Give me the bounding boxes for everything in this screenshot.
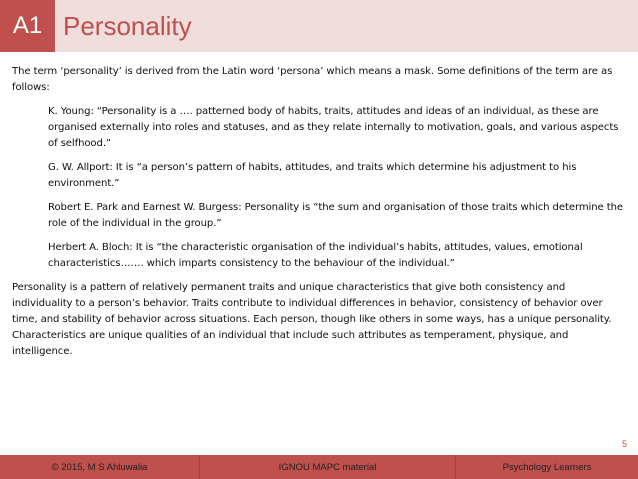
footer-copyright: © 2015, M S Ahluwalia	[0, 455, 200, 479]
definition-park-burgess: Robert E. Park and Earnest W. Burgess: Personality is “the sum and organisation of those traits which determine the role of the individual in the group.”	[48, 202, 624, 229]
page-number: 5	[621, 439, 627, 449]
summary-paragraph: Personality is a pattern of relatively permanent traits and unique characteristics that give both consistency and individuality to a person’s behavior. Traits contribute to individual differences in behavior, consistency of behavior over time, and stability of behavior across situations. Each person, though like others in some ways, has a unique personality. Characteristics are unique qualities of an individual that include such attributes as temperament, physique, and intelligence.	[12, 282, 612, 357]
footer-brand: Psychology Learners	[502, 461, 592, 473]
slide-header	[0, 0, 638, 52]
intro-paragraph: The term ‘personality’ is derived from the Latin word ‘persona’ which means a mask. Some definitions of the term are as follows:	[12, 66, 613, 93]
definition-bloch: Herbert A. Bloch: It is “the characteristic organisation of the individual’s habits, attitudes, values, emotional characteristics……. which imparts consistency to the behaviour of the individual.”	[48, 242, 583, 269]
slide-content	[12, 64, 624, 360]
definition-young: K. Young: “Personality is a …. patterned body of habits, traits, attitudes and ideas of an individual, as these are organised externally into roles and statuses, and as they relate internally to motivation, goals, and various aspects of selfhood.”	[48, 106, 619, 149]
section-code: A1	[0, 0, 55, 52]
definition-allport: G. W. Allport: It is “a person’s pattern of habits, attitudes, and traits which determine his adjustment to his environment.”	[48, 162, 577, 189]
footer-source: IGNOU MAPC material	[200, 455, 456, 479]
slide-footer	[0, 455, 638, 479]
slide-title: Personality	[55, 0, 638, 52]
